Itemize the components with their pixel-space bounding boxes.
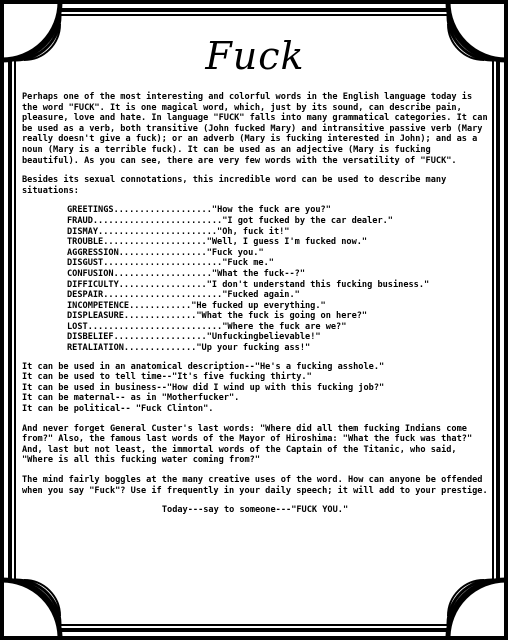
situation-row xyxy=(67,269,488,280)
situation-row xyxy=(67,280,488,291)
situation-dots: .................... xyxy=(103,237,207,248)
situation-quote: "Where the fuck are we?" xyxy=(222,321,347,332)
use-item: It can be used in an anatomical description--"He's a fucking asshole." xyxy=(22,361,385,372)
situation-label: TROUBLE xyxy=(67,237,104,248)
situation-label: RETALIATION xyxy=(67,343,124,354)
situation-row xyxy=(67,332,488,343)
situation-label: DESPAIR xyxy=(67,290,104,301)
situation-label: GREETINGS xyxy=(67,205,114,216)
situation-label: DISGUST xyxy=(67,258,104,269)
situation-quote: "Well, I guess I'm fucked now." xyxy=(206,237,368,248)
situation-dots: ....................... xyxy=(103,290,223,301)
situation-dots: ....................... xyxy=(103,258,223,269)
situation-quote: "Fuck me." xyxy=(222,258,274,269)
situations-list xyxy=(67,205,488,353)
situation-row xyxy=(67,258,488,269)
custer-paragraph: And never forget General Custer's last words: "Where did all them fucking Indians come from?" Also, the famous last words of the Mayor of Hiroshima: "What the fuck was that?" And, last but not least, the immortal words of the Captain of the Titanic, who said, "Where is all this fucking water coming from?" xyxy=(22,423,473,466)
intro-paragraph: Perhaps one of the most interesting and colorful words in the English language today is the word "FUCK". It is one magical word, which, just by its sound, can describe pain, pleasure, love and hate. In language "FUCK" falls into many grammatical categories. It can be used as a verb, both transitive (John fucked Mary) and intransitive passive verb (Mary really doesn't give a fuck); or an adverb (Mary is fucking interested in John); and as a noun (Mary is a terrible fuck). It can be used as an adjective (Mary is fucking beautiful). As you can see, there are very few words with the versatility of "FUCK". xyxy=(22,92,488,166)
situation-dots: ......................... xyxy=(92,215,223,226)
situation-row xyxy=(67,248,488,259)
situation-row xyxy=(67,216,488,227)
situation-row xyxy=(67,237,488,248)
situation-label: DISBELIEF xyxy=(67,332,114,343)
situation-quote: "How the fuck are you?" xyxy=(211,205,331,216)
situation-dots: ................. xyxy=(118,279,207,290)
use-item: It can be used to tell time--"It's five fucking thirty." xyxy=(22,372,312,383)
situation-label: LOST xyxy=(67,321,88,332)
situation-label: AGGRESSION xyxy=(67,247,119,258)
closing-line: Today---say to someone---"FUCK YOU." xyxy=(161,505,349,516)
situation-quote: "What the fuck is going on here?" xyxy=(196,311,368,322)
situation-row xyxy=(67,311,488,322)
document-content xyxy=(22,28,488,618)
situation-row xyxy=(67,205,488,216)
situation-dots: .......................... xyxy=(87,321,223,332)
situation-dots: ................... xyxy=(113,268,212,279)
situation-quote: "Up your fucking ass!" xyxy=(196,343,311,354)
situation-row xyxy=(67,343,488,354)
situation-quote: "I don't understand this fucking business." xyxy=(206,279,430,290)
uses-list xyxy=(22,362,488,415)
situation-dots: ....................... xyxy=(98,226,218,237)
situation-row xyxy=(67,290,488,301)
situation-quote: "Fucked again." xyxy=(222,290,300,301)
situation-label: DIFFICULTY xyxy=(67,279,119,290)
situation-row xyxy=(67,322,488,333)
use-item: It can be maternal-- as in "Motherfucker". xyxy=(22,393,240,404)
besides-paragraph: Besides its sexual connotations, this incredible word can be used to describe many situations: xyxy=(22,175,447,196)
situation-label: CONFUSION xyxy=(67,268,114,279)
situation-dots: .............. xyxy=(123,343,197,354)
situation-quote: "I got fucked by the car dealer." xyxy=(222,215,393,226)
use-item: It can be political-- "Fuck Clinton". xyxy=(22,404,214,415)
page-title: Fuck xyxy=(205,34,305,78)
situation-dots: ............ xyxy=(129,300,192,311)
situation-quote: "Unfuckingbelievable!" xyxy=(206,332,321,343)
situation-dots: .............. xyxy=(123,311,197,322)
situation-dots: ................... xyxy=(113,205,212,216)
situation-label: DISMAY xyxy=(67,226,99,237)
situation-label: INCOMPETENCE xyxy=(67,300,130,311)
situation-quote: "Oh, fuck it!" xyxy=(217,226,290,237)
situation-label: FRAUD xyxy=(67,215,93,226)
situation-row xyxy=(67,301,488,312)
use-item: It can be used in business--"How did I wind up with this fucking job?" xyxy=(22,382,385,393)
situation-quote: "What the fuck--?" xyxy=(211,268,306,279)
situation-row xyxy=(67,227,488,238)
situation-dots: .................. xyxy=(113,332,207,343)
situation-quote: "He fucked up everything." xyxy=(191,300,326,311)
situation-label: DISPLEASURE xyxy=(67,311,124,322)
situation-quote: "Fuck you." xyxy=(206,247,264,258)
situation-dots: ................. xyxy=(118,247,207,258)
boggles-paragraph: The mind fairly boggles at the many creative uses of the word. How can anyone be offended when you say "Fuck"? Use if frequently in your daily speech; it will add to your prestige. xyxy=(22,475,488,496)
